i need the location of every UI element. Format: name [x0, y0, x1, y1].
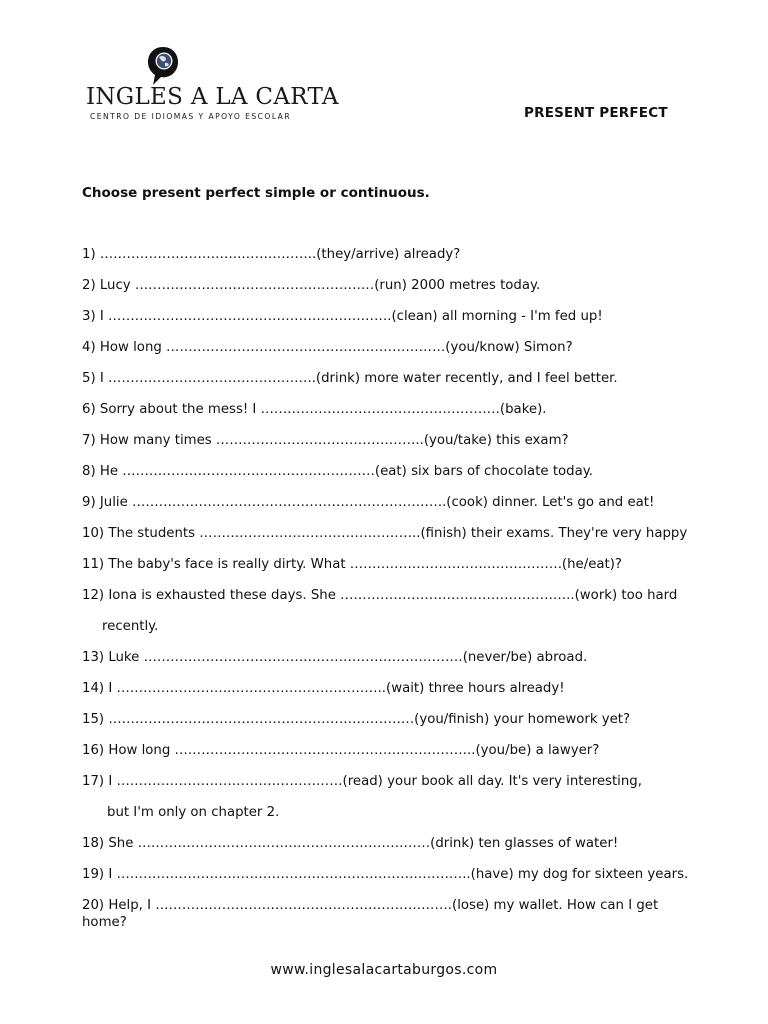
exercise-item: 18) She …………………………………………………………(drink) ten glasses of water! [82, 836, 619, 851]
exercise-item: 7) How many times ………………………………………..(you/take) this exam? [82, 433, 569, 448]
exercise-item: 5) I ………………………………………..(drink) more water recently, and I feel better. [82, 371, 618, 386]
exercise-item: 2) Lucy ………………………………………………(run) 2000 metres today. [82, 278, 541, 293]
exercise-item: 15) ……………………………………………………………(you/finish) your homework yet? [82, 712, 631, 727]
exercise-item: 20) Help, I ………………………………………………………….(lose) my wallet. How can I get home? [82, 898, 659, 930]
exercise-item: 10) The students …………………………………………..(finish) their exams. They're very happy [82, 526, 688, 541]
exercise-item: 6) Sorry about the mess! I ………………………………………………(bake). [82, 402, 547, 417]
page-title: PRESENT PERFECT [524, 105, 668, 121]
logo-subtitle: CENTRO DE IDIOMAS Y APOYO ESCOLAR [90, 112, 292, 121]
exercise-item-continuation: recently. [102, 619, 159, 634]
exercise-item-continuation: but I'm only on chapter 2. [107, 805, 280, 820]
exercise-item: 8) He …………………………………………………(eat) six bars of chocolate today. [82, 464, 593, 479]
exercise-item: 3) I ……………………………………………………….(clean) all morning - I'm fed up! [82, 309, 603, 324]
logo [86, 46, 339, 122]
exercise-item: 17) I ……………………………………………(read) your book all day. It's very interesting, [82, 774, 642, 789]
exercise-item: 16) How long …………………………………………………………..(you/be) a lawyer? [82, 743, 600, 758]
exercise-item: 11) The baby's face is really dirty. What …………………………..…………….(he/eat)? [82, 557, 622, 572]
exercise-item: 14) I ……………………..……………………………..(wait) three hours already! [82, 681, 565, 696]
map-pin-globe-icon [146, 46, 180, 86]
exercise-item: 12) Iona is exhausted these days. She ……………………………………………..(work) too hard [82, 588, 678, 603]
exercise-item: 13) Luke ………………………………………………………………(never/be) abroad. [82, 650, 588, 665]
exercise-item: 9) Julie ……………………………………………………………..(cook) dinner. Let's go and eat! [82, 495, 655, 510]
footer-url: www.inglesalacartaburgos.com [270, 962, 498, 978]
exercise-item: 1) …………………………..……………..(they/arrive) already? [82, 247, 461, 262]
exercise-item: 4) How long ………………………………………………………(you/know) Simon? [82, 340, 573, 355]
logo-name: INGLES A LA CARTA [86, 84, 339, 110]
exercise-item: 19) I ……………………………………………………………………..(have) my dog for sixteen years. [82, 867, 689, 882]
instructions: Choose present perfect simple or continuous. [82, 185, 430, 201]
exercise-list [82, 246, 722, 931]
